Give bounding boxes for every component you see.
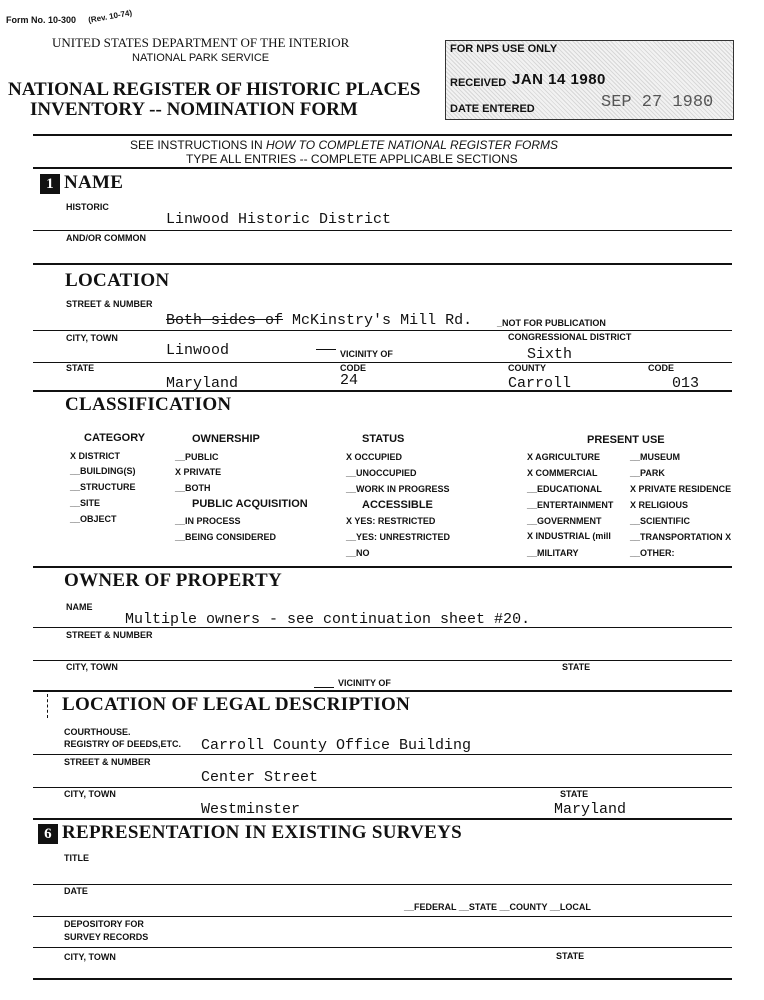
category-item: __SITE [70,498,101,508]
present-use-item: X AGRICULTURE [527,452,600,462]
present-use-item: __ENTERTAINMENT [527,500,614,510]
public-acquisition-heading: PUBLIC ACQUISITION [192,498,308,510]
section-number-1: 1 [40,174,60,194]
department-name: UNITED STATES DEPARTMENT OF THE INTERIOR [52,35,350,50]
present-use-item: __TRANSPORTATION X [630,532,732,542]
present-use-item: __MILITARY [527,548,579,558]
survey-city-label: CITY, TOWN [64,952,116,962]
depository-label-1: DEPOSITORY FOR [64,919,144,929]
divider-street [33,330,732,331]
section-name-heading [40,172,123,194]
county-value: Carroll [508,375,572,392]
category-item: __OBJECT [70,514,117,524]
registry-label: REGISTRY OF DEEDS,ETC. [64,739,182,749]
divider-location [33,390,732,392]
owner-street-label: STREET & NUMBER [66,630,153,640]
present-use-item: __SCIENTIFIC [630,516,691,526]
divider-bottom [33,978,732,980]
street-struck-text: Both sides of [166,312,284,329]
divider-top [33,134,732,136]
divider-legal [33,818,732,820]
state-code-value: 24 [340,372,359,389]
ownership-item: X PRIVATE [175,467,222,477]
received-stamp: JAN 14 1980 [512,71,606,88]
divider-owner-street [33,660,732,661]
divider-courthouse [33,754,732,755]
ownership-item: __BOTH [175,483,211,493]
vicinity-blank [316,349,336,350]
divider-classification [33,566,732,568]
state-value: Maryland [166,375,239,392]
divider-depository [33,947,732,948]
status-heading: STATUS [362,433,405,445]
legal-state-label: STATE [560,789,589,799]
divider-owner-name [33,627,732,628]
category-item: X DISTRICT [70,451,121,461]
section-classification-heading: CLASSIFICATION [65,394,232,415]
divider-survey-date [33,916,732,917]
instructions-line-2: TYPE ALL ENTRIES -- COMPLETE APPLICABLE SECTIONS [186,152,518,166]
owner-name-label: NAME [66,602,93,612]
survey-state-label: STATE [556,951,585,961]
instructions-prefix: SEE INSTRUCTIONS IN [130,138,267,152]
present-use-heading: PRESENT USE [587,434,665,446]
divider-legal-street [33,787,732,788]
present-use-item: __PARK [630,468,665,478]
county-code-label: CODE [648,363,675,373]
section-location-heading: LOCATION [65,270,170,291]
accessible-item: __YES: UNRESTRICTED [346,532,451,542]
present-use-item: __MUSEUM [630,452,681,462]
courthouse-value: Carroll County Office Building [201,737,472,754]
legal-street-value: Center Street [201,769,319,786]
ownership-heading: OWNERSHIP [192,433,260,445]
section-name-title: NAME [64,172,124,193]
form-title-1: NATIONAL REGISTER OF HISTORIC PLACES [8,79,421,100]
section-surveys-heading [38,822,462,844]
survey-date-label: DATE [64,886,88,896]
ownership-item: __PUBLIC [175,452,219,462]
legal-state-value: Maryland [554,801,627,818]
nps-use-box [445,40,734,120]
not-for-publication: _NOT FOR PUBLICATION [497,318,606,328]
accessible-item: __NO [346,548,370,558]
state-label: STATE [66,363,95,373]
legal-city-label: CITY, TOWN [64,789,116,799]
present-use-item: X RELIGIOUS [630,500,689,510]
section-owner-heading: OWNER OF PROPERTY [64,570,283,591]
section-surveys-title: REPRESENTATION IN EXISTING SURVEYS [62,822,463,843]
legal-city-value: Westminster [201,801,301,818]
instructions-title: HOW TO COMPLETE NATIONAL REGISTER FORMS [266,138,559,152]
congressional-district-value: Sixth [527,346,573,363]
divider-owner [33,690,732,692]
category-item: __BUILDING(S) [70,466,136,476]
state-code-label: CODE [340,363,367,373]
divider-instructions [33,167,732,169]
form-number: Form No. 10-300 [6,15,77,25]
section-number-6: 6 [38,824,58,844]
owner-state-label: STATE [562,662,591,672]
acquisition-item: __IN PROCESS [175,516,241,526]
survey-levels: __FEDERAL __STATE __COUNTY __LOCAL [404,902,591,912]
congressional-district-label: CONGRESSIONAL DISTRICT [508,332,632,342]
historic-label: HISTORIC [66,202,109,212]
city-town-label: CITY, TOWN [66,333,118,343]
owner-vicinity-blank [314,687,334,688]
owner-vicinity-label: VICINITY OF [338,678,391,688]
form-title-2: INVENTORY -- NOMINATION FORM [30,99,358,120]
category-item: __STRUCTURE [70,482,136,492]
divider-historic [33,230,732,231]
present-use-item: X INDUSTRIAL (mill [527,531,611,541]
divider-city [33,362,732,363]
accessible-item: X YES: RESTRICTED [346,516,436,526]
date-entered-label: DATE ENTERED [450,103,535,115]
received-label: RECEIVED [450,77,507,89]
vicinity-label: VICINITY OF [340,349,393,359]
present-use-item: __GOVERNMENT [527,516,602,526]
instructions-line-1 [130,138,558,152]
depository-label-2: SURVEY RECORDS [64,932,149,942]
acquisition-item: __BEING CONSIDERED [175,532,277,542]
common-name-label: AND/OR COMMON [66,233,146,243]
category-heading: CATEGORY [84,432,146,444]
nps-box-label: FOR NPS USE ONLY [450,43,558,55]
street-value [166,312,472,329]
city-value: Linwood [166,342,230,359]
county-code-value: 013 [672,375,700,392]
section-legal-heading: LOCATION OF LEGAL DESCRIPTION [62,694,411,715]
present-use-item: X PRIVATE RESIDENCE [630,484,732,494]
form-revision: (Rev. 10-74) [87,8,133,25]
margin-mark [47,694,48,718]
courthouse-label: COURTHOUSE. [64,727,131,737]
status-item: __UNOCCUPIED [346,468,417,478]
street-number-label: STREET & NUMBER [66,299,153,309]
owner-city-label: CITY, TOWN [66,662,118,672]
status-item: __WORK IN PROGRESS [346,484,450,494]
county-label: COUNTY [508,363,546,373]
present-use-item: X COMMERCIAL [527,468,598,478]
present-use-item: __EDUCATIONAL [527,484,602,494]
accessible-heading: ACCESSIBLE [362,499,433,511]
status-item: X OCCUPIED [346,452,403,462]
divider-name [33,263,732,265]
owner-name-value: Multiple owners - see continuation sheet #20. [125,611,531,628]
present-use-item: __OTHER: [630,548,675,558]
legal-street-label: STREET & NUMBER [64,757,151,767]
divider-survey-title [33,884,732,885]
street-road-text: McKinstry's Mill Rd. [292,312,473,329]
historic-name-value: Linwood Historic District [166,211,392,228]
date-entered-stamp: SEP 27 1980 [601,93,714,112]
service-name: NATIONAL PARK SERVICE [132,52,270,64]
survey-title-label: TITLE [64,853,89,863]
